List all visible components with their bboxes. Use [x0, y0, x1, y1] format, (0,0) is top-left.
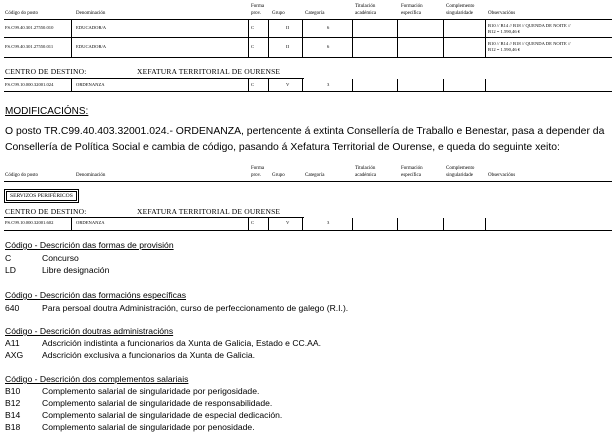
cell-codigo: FS.C99.40.301.27550.011: [5, 44, 54, 49]
row-rule: [4, 230, 612, 231]
legend-desc: Para persoal doutra Administración, curso de perfeccionamento de galego (R.I.).: [42, 303, 349, 313]
legend-code: A11: [5, 338, 20, 348]
cell-denominacion: ORDENANZA: [76, 82, 105, 87]
header-prov: prov.: [251, 11, 262, 16]
legend-administracions-heading: Código - Descrición doutras administracións: [5, 326, 174, 336]
cell-codigo: FS.C99.40.301.27550.010: [5, 25, 54, 30]
destino-label: CENTRO DE DESTINO:: [5, 67, 87, 76]
legend-code: AXG: [5, 350, 24, 360]
col-rule: [443, 218, 444, 230]
header-denominacion: Denominación: [76, 173, 106, 178]
cell-categoria: 3: [327, 82, 330, 87]
header-forma: Forma: [251, 4, 265, 9]
header-observacions: Observacións: [488, 11, 516, 16]
header-formacion: Formación: [401, 4, 423, 9]
row-rule: [4, 57, 612, 58]
header-codigo: Código do posto: [5, 173, 39, 178]
col-rule: [268, 79, 269, 91]
legend-code: B12: [5, 398, 21, 408]
col-rule: [302, 218, 303, 230]
col-rule: [443, 79, 444, 91]
servizos-perifericos-box: SERVIZOS PERIFÉRICOS: [6, 191, 77, 201]
col-rule: [352, 20, 353, 57]
cell-forma: C: [251, 220, 255, 225]
cell-forma: C: [251, 25, 255, 30]
col-rule: [397, 218, 398, 230]
col-rule: [485, 79, 486, 91]
row-rule: [4, 37, 612, 38]
legend-desc: Complemento salarial de singularidade por penosidade.: [42, 422, 255, 432]
destino-rule: [4, 78, 304, 79]
col-rule: [248, 79, 249, 91]
cell-codigo: FS.C99.10.000.32001.024: [5, 82, 54, 87]
header-grupo: Grupo: [272, 11, 285, 16]
legend-desc: Adscrición exclusiva a funcionarios da Xunta de Galicia.: [42, 350, 256, 360]
header-academica: académica: [355, 173, 377, 178]
cell-grupo: V: [286, 220, 290, 225]
header-titulacion: Titulación: [355, 166, 376, 171]
header-denominacion: Denominación: [76, 11, 106, 16]
legend-code: B18: [5, 422, 21, 432]
col-rule: [397, 79, 398, 91]
destino-rule: [4, 217, 304, 218]
legend-desc: Complemento salarial de singularidade por perigosidade.: [42, 386, 260, 396]
col-rule: [397, 20, 398, 57]
col-rule: [248, 218, 249, 230]
header-singularidade: singularidade: [446, 11, 473, 16]
cell-denominacion: ORDENANZA: [76, 220, 105, 225]
cell-forma: C: [251, 82, 255, 87]
header-categoria: Categoría: [305, 173, 325, 178]
legend-formacions-heading: Código - Descrición das formacións específicas: [5, 290, 187, 300]
col-rule: [71, 20, 72, 57]
header-especifica: específica: [401, 11, 421, 16]
destino-value: XEFATURA TERRITORIAL DE OURENSE: [137, 67, 281, 76]
destino-value: XEFATURA TERRITORIAL DE OURENSE: [137, 207, 281, 216]
col-rule: [268, 218, 269, 230]
cell-grupo: II: [286, 25, 290, 30]
col-rule: [485, 218, 486, 230]
legend-code: LD: [5, 265, 16, 275]
header-titulacion: Titulación: [355, 4, 376, 9]
header-academica: académica: [355, 11, 377, 16]
header-forma: Forma: [251, 166, 265, 171]
legend-desc: Libre designación: [42, 265, 110, 275]
cell-grupo: V: [286, 82, 290, 87]
modificacions-paragraph: O posto TR.C99.40.403.32001.024.- ORDENANZA, pertencente á extinta Consellería de Traballo e Benestar, pasa a depender da Consellería de Política Social e cambia de código, pasando á Xefatura Territorial de Ourense, e queda do seguinte xeito:: [5, 126, 605, 153]
table2-top-rule: [4, 181, 612, 182]
header-observacions: Observacións: [488, 173, 516, 178]
cell-forma: C: [251, 44, 255, 49]
col-rule: [71, 218, 72, 230]
legend-code: 640: [5, 303, 20, 313]
cell-observacions-2: B12 = 1.590,46 €: [488, 47, 521, 52]
cell-denominacion: EDUCADOR/A: [76, 25, 107, 30]
legend-code: C: [5, 253, 12, 263]
header-categoria: Categoría: [305, 11, 325, 16]
cell-observacions-2: B12 = 1.590,46 €: [488, 29, 521, 34]
cell-categoria: 3: [327, 220, 330, 225]
cell-grupo: II: [286, 44, 290, 49]
header-complemento: Complemento: [446, 4, 475, 9]
cell-denominacion: EDUCADOR/A: [76, 44, 107, 49]
modificacions-heading: MODIFICACIÓNS:: [5, 106, 89, 117]
legend-desc: Complemento salarial de singularidade de responsabilidade.: [42, 398, 273, 408]
col-rule: [71, 79, 72, 91]
header-prov: prov.: [251, 173, 262, 178]
destino-label: CENTRO DE DESTINO:: [5, 207, 87, 216]
col-rule: [352, 218, 353, 230]
cell-categoria: 6: [327, 25, 330, 30]
col-rule: [443, 20, 444, 57]
col-rule: [302, 20, 303, 57]
col-rule: [485, 20, 486, 57]
row-rule: [4, 91, 612, 92]
legend-code: B14: [5, 410, 21, 420]
cell-codigo: PS.C99.10.000.32001.602: [5, 220, 54, 225]
cell-categoria: 6: [327, 44, 330, 49]
header-grupo: Grupo: [272, 173, 285, 178]
header-singularidade: singularidade: [446, 173, 473, 178]
header-complemento: Complemento: [446, 166, 475, 171]
cell-observacions-1: B10 // B14 // B18 // QUENDA DE NOITE //: [488, 23, 571, 28]
cell-observacions-1: B10 // B14 // B18 // QUENDA DE NOITE //: [488, 41, 571, 46]
col-rule: [352, 79, 353, 91]
table1-top-rule: [4, 19, 612, 20]
header-codigo: Código do posto: [5, 11, 39, 16]
header-formacion: Formación: [401, 166, 423, 171]
legend-desc: Adscrición indistinta a funcionarios da Xunta de Galicia, Estado e CC.AA.: [42, 338, 321, 348]
col-rule: [302, 79, 303, 91]
legend-complementos-heading: Código - Descrición dos complementos salariais: [5, 374, 189, 384]
legend-desc: Complemento salarial de singularidade de especial dedicación.: [42, 410, 283, 420]
legend-provision-heading: Código - Descrición das formas de provisión: [5, 240, 174, 250]
header-especifica: específica: [401, 173, 421, 178]
legend-code: B10: [5, 386, 21, 396]
legend-desc: Concurso: [42, 253, 79, 263]
col-rule: [248, 20, 249, 57]
col-rule: [268, 20, 269, 57]
